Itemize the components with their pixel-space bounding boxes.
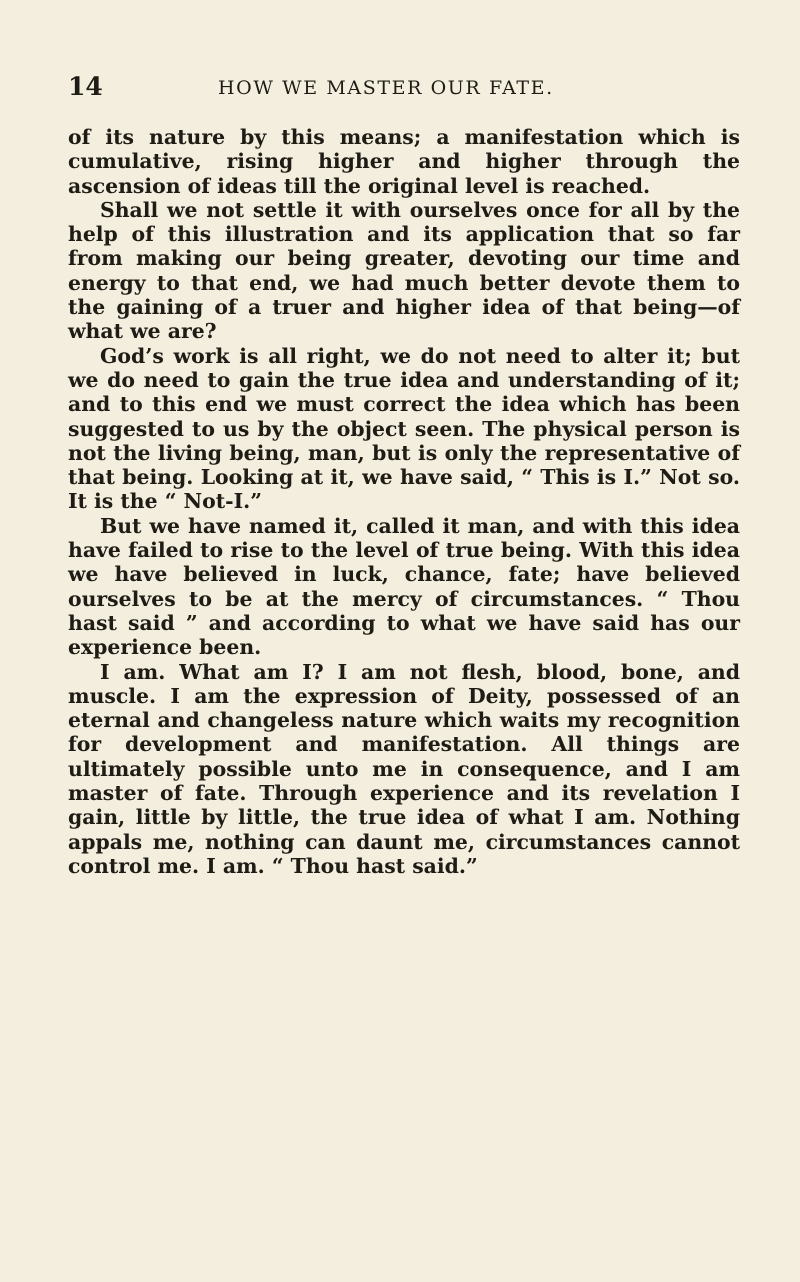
paragraph-continuation: of its nature by this means; a manifestation which is cumulative, rising higher and higher through the ascension of ideas till the original level is reached. <box>68 125 740 198</box>
body-text <box>68 125 740 878</box>
page-header <box>68 72 738 106</box>
paragraph-gods-work: God’s work is all right, we do not need to alter it; but we do need to gain the true idea and understanding of it; and to this end we must correct the idea which has been suggested to us by the object seen. The physical person is not the living being, man, but is only the representative of that being. Looking at it, we have said, “ This is I.” Not so. It is the “ Not-I.” <box>68 343 740 514</box>
page-number: 14 <box>68 72 103 101</box>
paragraph-illustration: Shall we not settle it with ourselves once for all by the help of this illustration and its application that so far from making our being greater, devoting our time and energy to that end, we had much better devote them to the gaining of a truer and higher idea of that being—of what we are? <box>68 197 740 344</box>
running-head: HOW WE MASTER OUR FATE. <box>218 77 554 99</box>
paragraph-i-am: I am. What am I? I am not flesh, blood, bone, and muscle. I am the expression of Deity, possessed of an eternal and changeless nature which waits my recognition for development and manifestation. All things are ultimately possible unto me in consequence, and I am master of fate. Through experience and its revelation I gain, little by little, the true idea of what I am. Nothing appals me, nothing can daunt me, circumstances cannot control me. I am. “ Thou hast said.” <box>68 659 740 878</box>
paragraph-named-it-man: But we have named it, called it man, and with this idea have failed to rise to the level of true being. With this idea we have believed in luck, chance, fate; have believed ourselves to be at the mercy of circumstances. “ Thou hast said ” and according to what we have said has our experience been. <box>68 513 740 660</box>
